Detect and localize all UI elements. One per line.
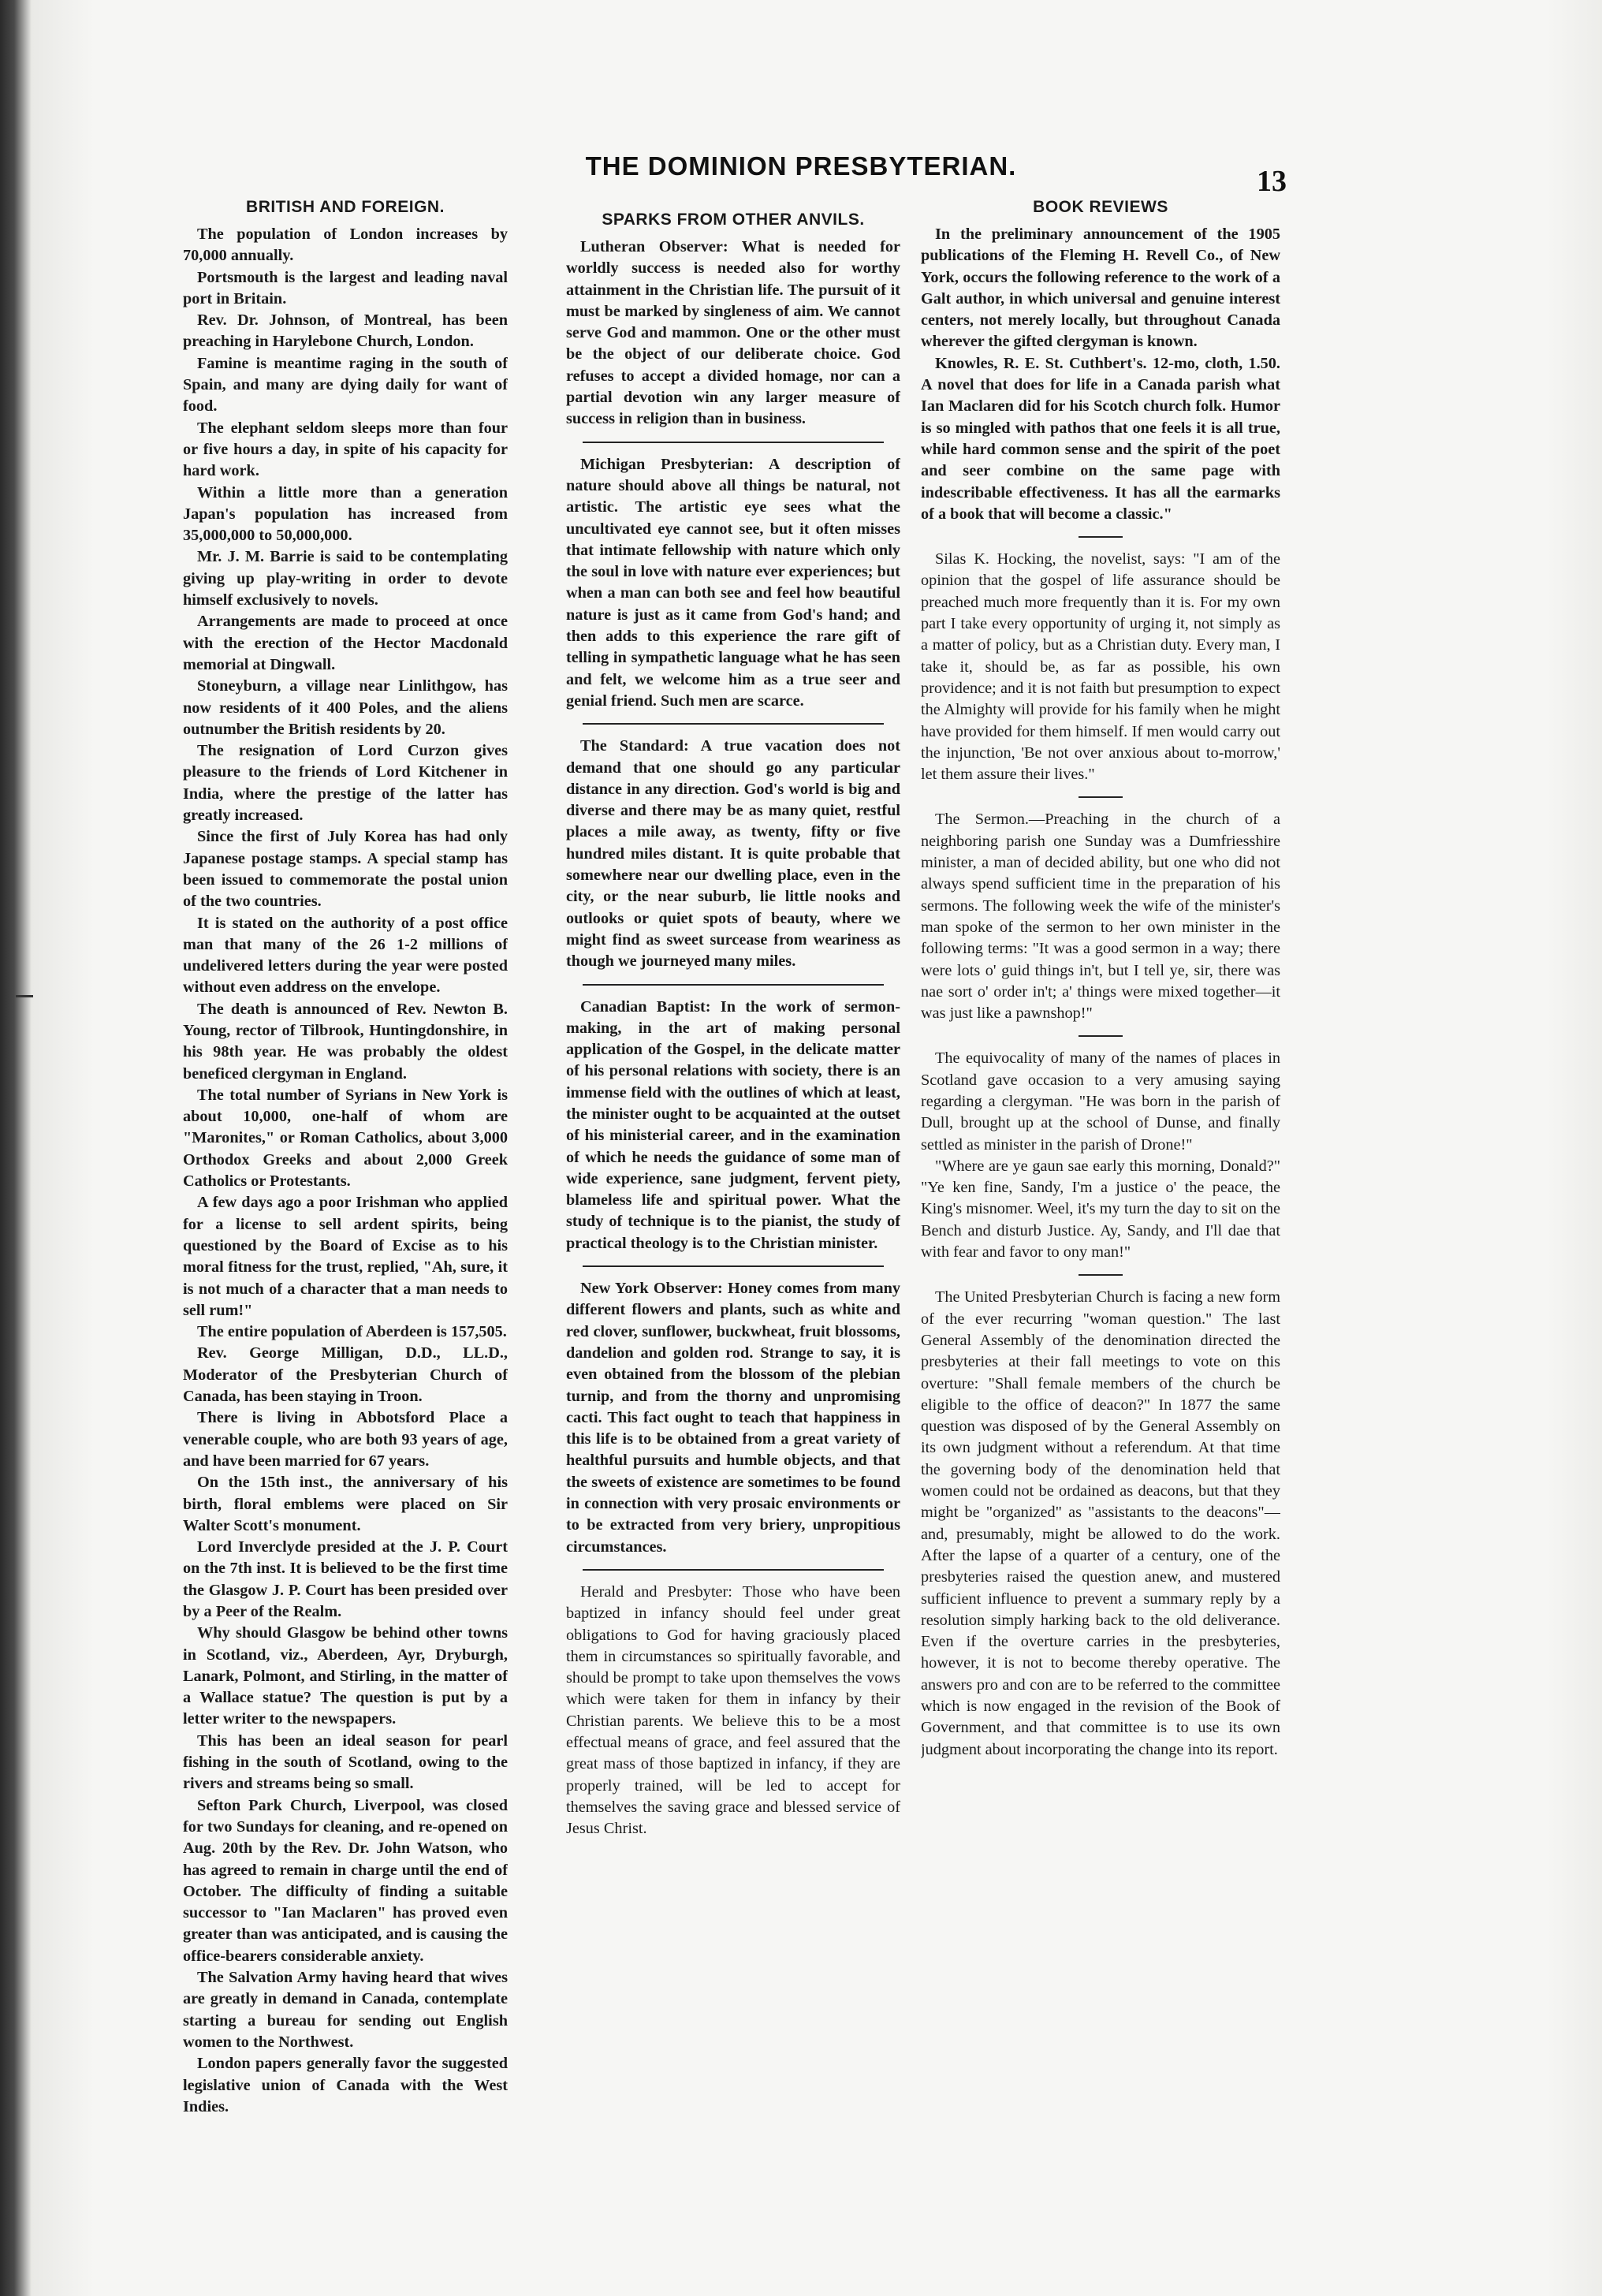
news-item: Mr. J. M. Barrie is said to be contemplating giving up play-writing in order to devote himself exclusively to novels. xyxy=(183,548,508,609)
quoted-article: Herald and Presbyter: Those who have been baptized in infancy should feel under great obligations to God for having graciously placed them in circumstances so spiritually favorable, and should be prompt to take upon themselves the vows which were taken for them in infancy by their Christian parents. We believe this to be a most effectual means of grace, and feel assured that the great mass of those baptized in infancy, if they are properly trained, will be led to accept for themselves the saving grace and blessed service of Jesus Christ. xyxy=(566,1582,900,1838)
news-item: The elephant seldom sleeps more than four or five hours a day, in spite of his capacity for hard work. xyxy=(183,419,508,480)
quoted-article: New York Observer: Honey comes from many different flowers and plants, such as white and red clover, sunflower, buckwheat, fruit blossoms, dandelion and golden rod. Strange to say, it is even obtained from the blossom of the plebian turnip, and from the thorny and unpromising cacti. This fact ought to teach that happiness in this life is to be obtained from a great variety of healthful pursuits and humble objects, and that the sweets of existence are sometimes to be found in connection with very prosaic environments or to be extracted from very briery, unpropitious circumstances. xyxy=(566,1280,900,1556)
section-divider xyxy=(1079,1035,1123,1037)
review-paragraph: The equivocality of many of the names of places in Scotland gave occasion to a very amusing saying regarding a clergyman. "He was born in the parish of Dull, brought up at the school of Dunse, and finally settled as minister in the parish of Drone!" xyxy=(921,1049,1280,1154)
news-item: Sefton Park Church, Liverpool, was closed for two Sundays for cleaning, and re-opened on Aug. 20th by the Rev. Dr. John Watson, who has agreed to remain in charge until the end of October. The difficulty of finding a suitable successor to "Ian Maclaren" has proved even greater than was anticipated, and is causing the office-bearers considerable anxiety. xyxy=(183,1796,508,1965)
column-book-reviews xyxy=(921,197,1280,2184)
news-item: A few days ago a poor Irishman who applied for a license to sell ardent spirits, being questioned by the Board of Excise as to his moral fitness for the trust, replied, "Ah, sure, it is not much of a character that a man needs to sell rum!" xyxy=(183,1194,508,1319)
section-divider xyxy=(583,723,884,725)
news-item: Famine is meantime raging in the south of Spain, and many are dying daily for want of food. xyxy=(183,354,508,416)
news-item: London papers generally favor the suggested legislative union of Canada with the West Indies. xyxy=(183,2055,508,2115)
news-item: Stoneyburn, a village near Linlithgow, has now residents of it 400 Poles, and the aliens outnumber the British residents by 20. xyxy=(183,677,508,738)
news-item: Portsmouth is the largest and leading naval port in Britain. xyxy=(183,268,508,308)
column-sparks-from-other-anvils xyxy=(566,197,900,2184)
news-item: It is stated on the authority of a post office man that many of the 26 1-2 millions of undelivered letters during the year were posted without even address on the envelope. xyxy=(183,914,508,997)
news-item: Rev. Dr. Johnson, of Montreal, has been preaching in Harylebone Church, London. xyxy=(183,311,508,351)
section-divider xyxy=(583,984,884,986)
news-item: The death is announced of Rev. Newton B. Young, rector of Tilbrook, Huntingdonshire, in his 98th year. He was probably the oldest beneficed clergyman in England. xyxy=(183,1000,508,1083)
section-divider xyxy=(583,1569,884,1571)
news-item: There is living in Abbotsford Place a venerable couple, who are both 93 years of age, and have been married for 67 years. xyxy=(183,1409,508,1470)
quoted-article: Lutheran Observer: What is needed for worldly success is needed also for worthy attainment in the Christian life. The pursuit of it must be marked by singleness of aim. We cannot serve God and mammon. One or the other must be the object of our deliberate choice. God refuses to accept a divided homage, nor can a partial devotion win any larger measure of success in religion than in business. xyxy=(566,238,900,428)
review-paragraph: The Sermon.—Preaching in the church of a neighboring parish one Sunday was a Dumfriesshire minister, a man of decided ability, but one who did not always spend sufficient time in the preparation of his sermons. The following week the wife of the minister's man spoke of the sermon to her own minister in the following terms: "It was a good sermon in a way; there were lots o' guid things in't, but I tell ye, sir, there was nae sort o' order in't; a' things were mixed together—it was just like a pawnshop!" xyxy=(921,811,1280,1023)
news-item: The resignation of Lord Curzon gives pleasure to the friends of Lord Kitchener in India, where the prestige of the latter has greatly increased. xyxy=(183,742,508,825)
news-item: The Salvation Army having heard that wives are greatly in demand in Canada, contemplate starting a bureau for sending out English women to the Northwest. xyxy=(183,1969,508,2051)
quoted-article: The Standard: A true vacation does not demand that one should go any particular distance in any direction. God's world is big and diverse and there may be as many quiet, restful places a mile away, as twenty, fifty or five hundred miles distant. It is quite probable that somewhere near our dwelling place, even in the city, or the near suburb, lie little nooks and outlooks or quiet spots of beauty, where we might find as sweet surcease from weariness as though we journeyed many miles. xyxy=(566,737,900,971)
news-item: Lord Inverclyde presided at the J. P. Court on the 7th inst. It is believed to be the first time the Glasgow J. P. Court has been presided over by a Peer of the Realm. xyxy=(183,1538,508,1620)
binding-edge-mark xyxy=(16,995,33,997)
review-paragraph: The United Presbyterian Church is facing a new form of the ever recurring "woman question." The last General Assembly of the denomination directed the presbyteries at their fall meetings to vote on this overture: "Shall female members of the church be eligible to the office of deacon?" In 1877 the same question was disposed of by the General Assembly on its own judgment without a referendum. At that time the governing body of the denomination held that women could not be ordained as deacons, but that they might be "organized" as "assistants to the deacons"—and, presumably, might be allowed to do the work. After the lapse of a quarter of a century, one of the presbyteries raised the question anew, and mustered sufficient influence to prevent a summary reply by a resolution simply harking back to the old deliverance. Even if the overture carries in the presbyteries, however, it is not to become thereby operative. The answers pro and con are to be referred to the committee which is now engaged in the revision of the Book of Government, and that committee is to use its own judgment about incorporating the change into its report. xyxy=(921,1288,1280,1758)
column-heading: SPARKS FROM OTHER ANVILS. xyxy=(602,211,865,229)
section-divider xyxy=(583,442,884,443)
news-item: On the 15th inst., the anniversary of his birth, floral emblems were placed on Sir Walter Scott's monument. xyxy=(183,1474,508,1534)
news-item: Within a little more than a generation Japan's population has increased from 35,000,000 to 50,000,000. xyxy=(183,483,508,545)
news-item: The total number of Syrians in New York is about 10,000, one-half of whom are "Maronites," or Roman Catholics, about 3,000 Orthodox Greeks and about 2,000 Greek Catholics or Protestants. xyxy=(183,1086,508,1191)
section-divider xyxy=(1079,536,1123,538)
quoted-article: Canadian Baptist: In the work of sermon-making, in the art of making personal application of the Gospel, in the delicate matter of his personal relations with society, there is an immense field with the outlines of which at least, the minister ought to be acquainted at the outset of his ministerial career, and in the examination of which he needs the guidance of some man of wide experience, sane judgment, fervent piety, blameless life and spiritual power. What the study of technique is to the pianist, the study of practical theology is to the Christian minister. xyxy=(566,997,900,1252)
news-item: Arrangements are made to proceed at once with the erection of the Hector Macdonald memorial at Dingwall. xyxy=(183,613,508,673)
news-item: The population of London increases by 70,000 annually. xyxy=(183,226,508,265)
masthead: THE DOMINION PRESBYTERIAN. xyxy=(585,151,1017,181)
news-item: The entire population of Aberdeen is 157,505. xyxy=(197,1323,507,1341)
news-item: This has been an ideal season for pearl fishing in the south of Scotland, owing to the rivers and streams being so small. xyxy=(183,1731,508,1793)
column-heading: BRITISH AND FOREIGN. xyxy=(246,198,445,216)
review-paragraph: Silas K. Hocking, the novelist, says: "I am of the opinion that the gospel of life assurance should be preached much more frequently than it is. For my own part I take every opportunity of urging it, not simply as a matter of policy, but as a Christian duty. Every man, I take it, should be, as far as possible, his own providence; and it is not faith but presumption to expect the Almighty will provide for his family when he might have provided for them himself. If men would carry out the injunction, 'Be not over anxious about to-morrow,' let them assure their lives." xyxy=(921,550,1280,784)
quoted-article: Michigan Presbyterian: A description of nature should above all things be natural, not artistic. The artistic eye sees what the uncultivated eye cannot see, but it often misses that intimate fellowship with nature which only the soul in love with nature ever experiences; but when a man can both see and feel how beautiful nature is just as it came from God's hand; and then adds to this experience the rare gift of telling in sympathetic language what he has seen and felt, we welcome him as a true seer and genial friend. Such men are scarce. xyxy=(566,455,900,710)
section-divider xyxy=(1079,796,1123,798)
review-paragraph: Knowles, R. E. St. Cuthbert's. 12-mo, cloth, 1.50. A novel that does for life in a Canada parish what Ian Maclaren did for his Scotch church folk. Humor is so mingled with pathos that one feels it is all true, while hard common sense and the spirit of the poet and seer combine on the same page with indescribable effectiveness. It has all the earmarks of a book that will become a classic." xyxy=(921,354,1280,523)
column-british-and-foreign xyxy=(183,197,508,2184)
column-heading: BOOK REVIEWS xyxy=(1033,198,1168,216)
news-item: Rev. George Milligan, D.D., LL.D., Moderator of the Presbyterian Church of Canada, has been staying in Troon. xyxy=(183,1344,508,1406)
review-paragraph: In the preliminary announcement of the 1905 publications of the Fleming H. Revell Co., of New York, occurs the following reference to the work of a Galt author, in which universal and genuine interest centers, not merely locally, but throughout Canada wherever the gifted clergyman is known. xyxy=(921,226,1280,351)
news-item: Why should Glasgow be behind other towns in Scotland, viz., Aberdeen, Ayr, Dryburgh, Lanark, Polmont, and Stirling, in the matter of a Wallace statue? The question is put by a letter writer to the newspapers. xyxy=(183,1624,508,1728)
section-divider xyxy=(583,1265,884,1267)
page-number: 13 xyxy=(1257,165,1287,198)
review-paragraph: "Where are ye gaun sae early this morning, Donald?" "Ye ken fine, Sandy, I'm a justice o' the peace, the King's misnomer. Weel, it's my turn the day to sit on the Bench and disturb Justice. Ay, Sandy, and I'll dae that with fear and favor to ony man!" xyxy=(921,1157,1280,1262)
section-divider xyxy=(1079,1274,1123,1276)
news-item: Since the first of July Korea has had only Japanese postage stamps. A special stamp has been issued to commemorate the postal union of the two countries. xyxy=(183,828,508,911)
